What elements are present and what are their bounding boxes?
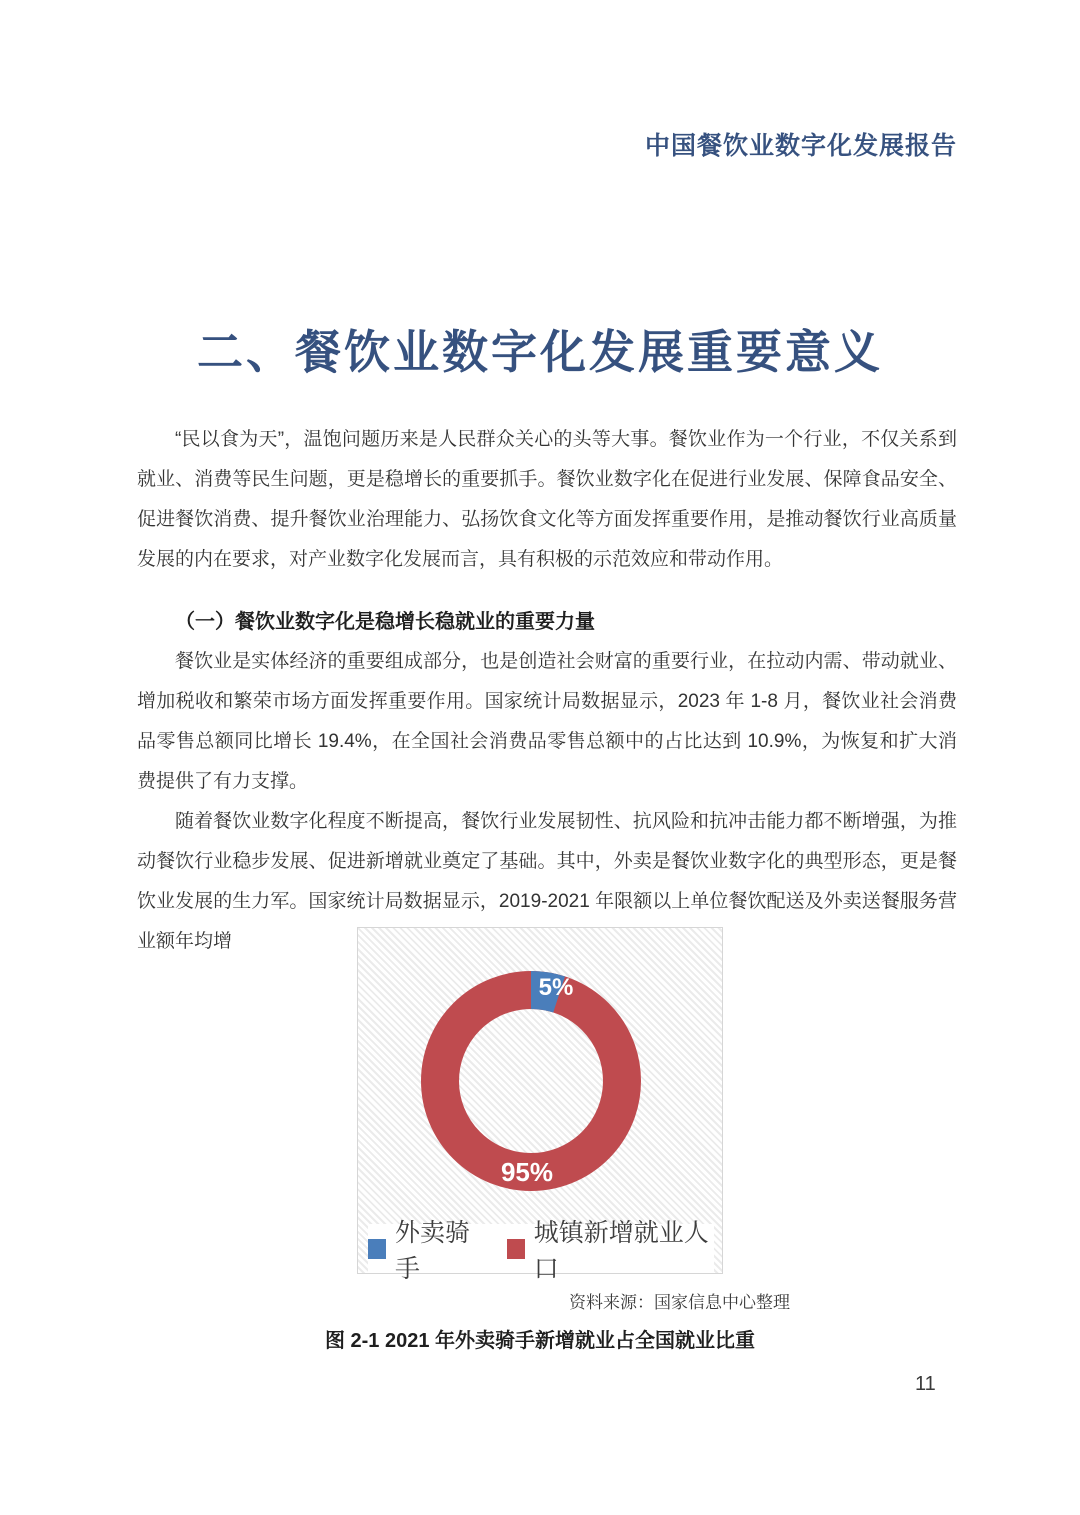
figure-caption: 图 2-1 2021 年外卖骑手新增就业占全国就业比重 [324,1330,756,1352]
page-number: 11 [915,1373,936,1395]
section-title: 二、餐饮业数字化发展重要意义 [197,327,883,378]
legend-item-riders [368,1213,485,1285]
body-paragraph-1: 餐饮业是实体经济的重要组成部分，也是创造社会财富的重要行业，在拉动内需、带动就业、增加税收和繁荣市场方面发挥重要作用。国家统计局数据显示，2023 年 1-8 月，餐饮业社会消费品零售总额同比增长 19.4%，在全国社会消费品零售总额中的占比达到 10.9%，为恢复和扩大消费提供了有力支撑。 [137,651,957,792]
subsection-heading: （一）餐饮业数字化是稳增长稳就业的重要力量 [175,611,595,633]
legend-item-urban-employment [507,1213,714,1285]
legend-label-urban-employment: 城镇新增就业人口 [533,1219,709,1283]
legend-swatch-blue [368,1239,386,1259]
figure-source: 资料来源：国家信息中心整理 [569,1293,790,1312]
body-text-block [137,420,957,962]
body-paragraph-2: 随着餐饮业数字化程度不断提高，餐饮行业发展韧性、抗风险和抗冲击能力都不断增强，为推动餐饮行业稳步发展、促进新增就业奠定了基础。其中，外卖是餐饮业数字化的典型形态，更是餐饮业发展的生力军。国家统计局数据显示，2019-2021 年限额以上单位餐饮配送及外卖送餐服务营业额年均增 [137,811,957,952]
chart-legend [368,1219,714,1283]
report-title: 中国餐饮业数字化发展报告 [644,132,957,160]
donut-chart-panel [357,927,723,1283]
legend-label-riders: 外卖骑手 [394,1219,470,1283]
donut-slice-majority [440,990,622,1172]
legend-swatch-red [507,1239,525,1259]
intro-paragraph: “民以食为天”，温饱问题历来是人民群众关心的头等大事。餐饮业作为一个行业，不仅关系到就业、消费等民生问题，更是稳增长的重要抓手。餐饮业数字化在促进行业发展、保障食品安全、促进餐饮消费、提升餐饮业治理能力、弘扬饮食文化等方面发挥重要作用，是推动餐饮行业高质量发展的内在要求，对产业数字化发展而言，具有积极的示范效应和带动作用。 [137,429,957,570]
donut-label-majority: 95% [500,1157,554,1187]
donut-label-minority: 5% [538,974,574,1001]
